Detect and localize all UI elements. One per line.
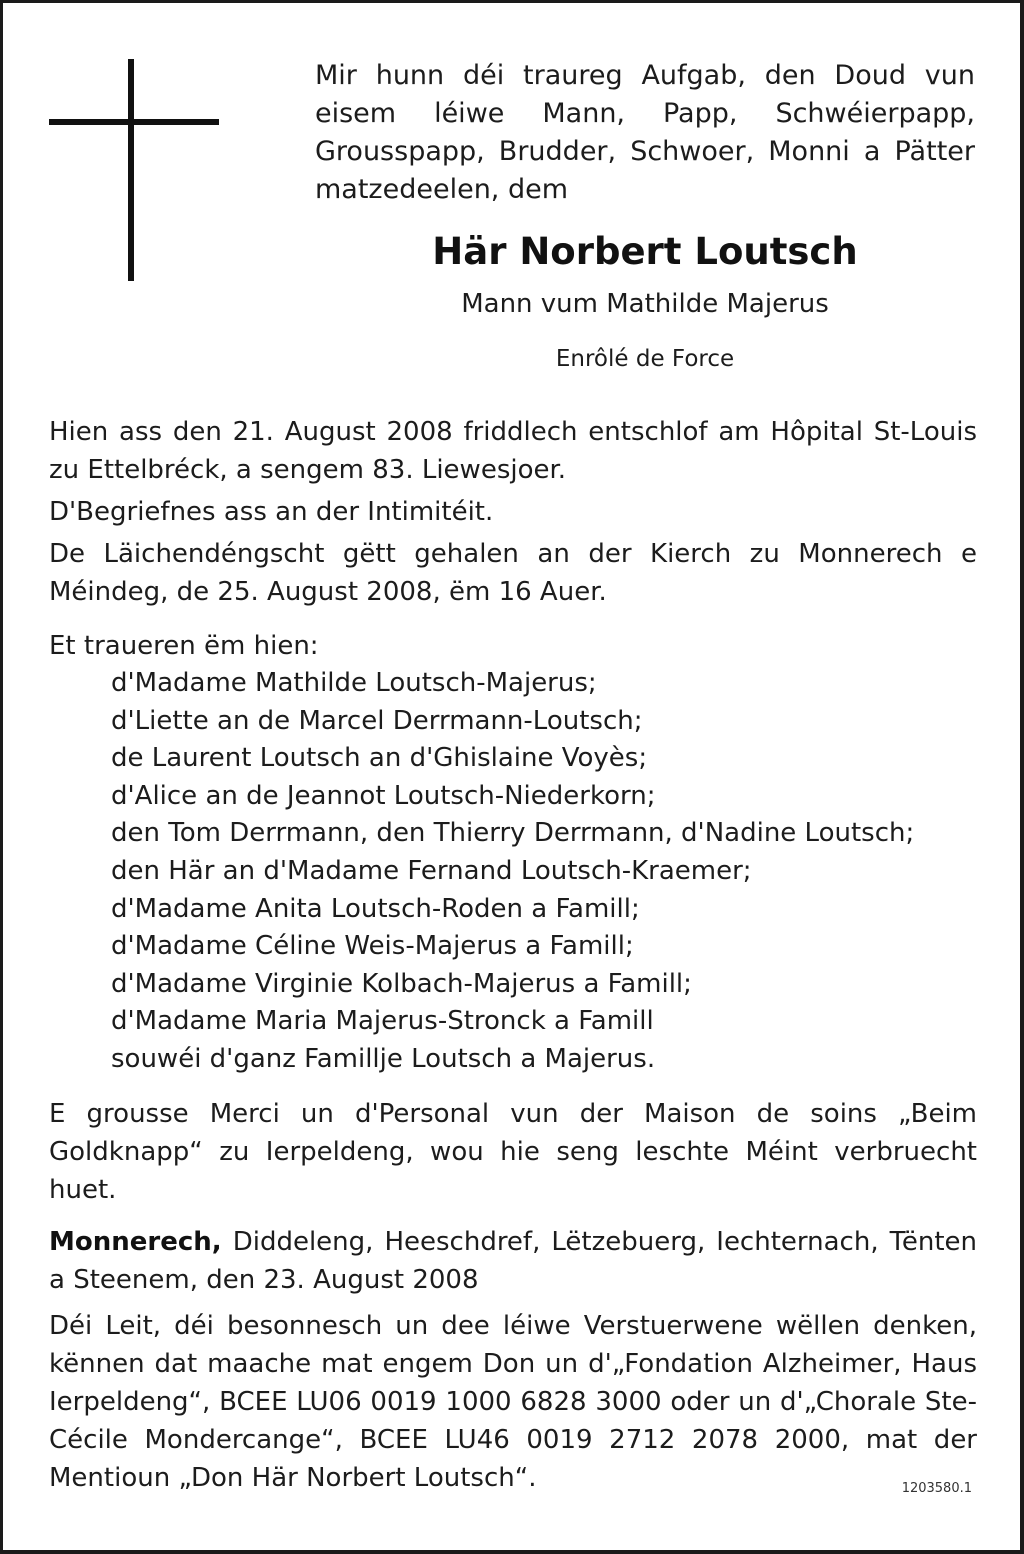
places-and-date	[49, 1223, 977, 1299]
burial-note: D'Begriefnes ass an der Intimitéit.	[49, 497, 494, 527]
mourners-list	[49, 665, 977, 1079]
spouse-line: Mann vum Mathilde Majerus	[461, 289, 829, 319]
mourner-item: de Laurent Loutsch an d'Ghislaine Voyès;	[111, 743, 648, 774]
death-statement: Hien ass den 21. August 2008 friddlech entschlof am Hôpital St-Louis zu Ettelbréck, a sengem 83. Liewesjoer.	[49, 417, 977, 485]
mourner-item: den Här an d'Madame Fernand Loutsch-Kraemer;	[111, 855, 752, 886]
mourner-item: d'Madame Virginie Kolbach-Majerus a Famill;	[111, 968, 692, 999]
reference-number: 1203580.1	[901, 1481, 972, 1496]
mourner-item: souwéi d'ganz Famillje Loutsch a Majerus.	[111, 1043, 656, 1074]
mourner-item: den Tom Derrmann, den Thierry Derrmann, d'Nadine Loutsch;	[111, 818, 915, 849]
announcement-intro: Mir hunn déi traureg Aufgab, den Doud vun eisem léiwe Mann, Papp, Schwéierpapp, Grousspapp, Brudder, Schwoer, Monni a Pätter matzedeelen, dem	[315, 60, 975, 205]
cross-icon-bar	[49, 119, 219, 125]
obituary-body	[49, 413, 977, 1497]
mourner-item: d'Alice an de Jeannot Loutsch-Niederkorn;	[111, 780, 656, 811]
places-rest: Diddeleng, Heeschdref, Lëtzebuerg, Iechternach, Tënten a Steenem, den 23. August 2008	[49, 1226, 977, 1295]
deceased-name: Här Norbert Loutsch	[432, 230, 858, 273]
mourner-item: d'Madame Mathilde Loutsch-Majerus;	[111, 668, 597, 698]
thanks-note: E grousse Merci un d'Personal vun der Maison de soins „Beim Goldknapp“ zu Ierpeldeng, wou hie seng leschte Méint verbruecht huet.	[49, 1098, 977, 1205]
mourner-item: d'Madame Anita Loutsch-Roden a Famill;	[111, 893, 640, 924]
mourners-heading: Et traueren ëm hien:	[49, 631, 319, 661]
donation-note: Déi Leit, déi besonnesch un dee léiwe Verstuerwene wëllen denken, kënnen dat maache mat engem Don un d'„Fondation Alzheimer, Haus Ierpeldeng“, BCEE LU06 0019 1000 6828 3000 oder un d'„Chorale Ste-Cécile Mondercange“, BCEE LU46 0019 2712 2078 2000, mat der Mentioun „Don Här Norbert Loutsch“.	[49, 1310, 977, 1493]
cross-icon	[128, 59, 134, 281]
funeral-details: De Läichendéngscht gëtt gehalen an der Kierch zu Monnerech e Méindeg, de 25. August 2008, ëm 16 Auer.	[49, 539, 977, 607]
deceased-note: Enrôlé de Force	[555, 346, 735, 372]
mourner-item: d'Madame Céline Weis-Majerus a Famill;	[111, 931, 634, 962]
places-bold: Monnerech,	[49, 1226, 222, 1257]
mourner-item: d'Madame Maria Majerus-Stronck a Famill	[111, 1006, 654, 1037]
mourner-item: d'Liette an de Marcel Derrmann-Loutsch;	[111, 705, 643, 736]
